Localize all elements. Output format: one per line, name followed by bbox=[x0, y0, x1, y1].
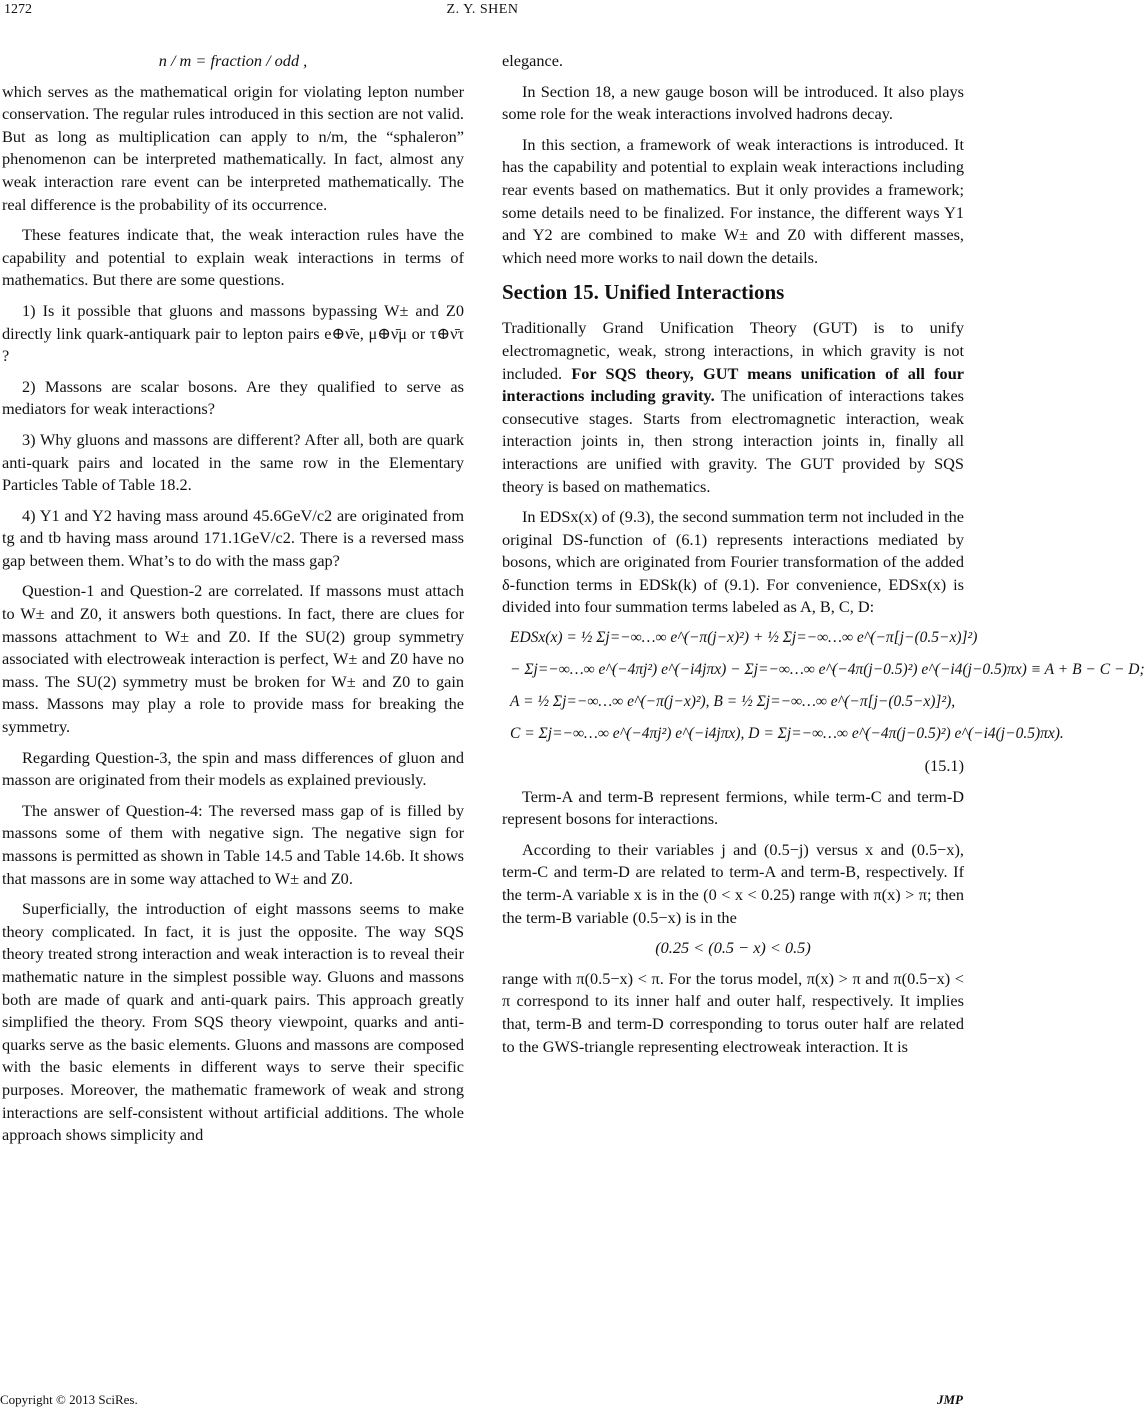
question-3: 3) Why gluons and massons are different? After all, both are quark anti-quark pairs and located in the same row in the Elementary Particles Table of Table 18.2. bbox=[2, 429, 464, 495]
equation-line: C = Σj=−∞…∞ e^(−4πj²) e^(−i4jπx), D = Σj=−∞…∞ e^(−4π(j−0.5)²) e^(−i4(j−0.5)πx). bbox=[510, 725, 1064, 743]
equation-number: (15.1) bbox=[924, 756, 964, 776]
equation-15-1 bbox=[502, 627, 1145, 745]
copyright: Copyright © 2013 SciRes. bbox=[0, 1392, 138, 1407]
equation-line: EDSx(x) = ½ Σj=−∞…∞ e^(−π(j−x)²) + ½ Σj=−∞…∞ e^(−π[j−(0.5−x)]²) bbox=[510, 629, 978, 647]
paragraph: which serves as the mathematical origin for violating lepton number conservation. The regular rules introduced in this section are not valid. But as long as multiplication can apply to n/m, the “sphaleron” phenomenon can be interpreted mathematically. In fact, almost any weak interaction rare event can be interpreted mathematically. The real difference is the probability of its occurrence. bbox=[2, 81, 464, 214]
paragraph: These features indicate that, the weak interaction rules have the capability and potential to explain weak interactions in terms of mathematics. But there are some questions. bbox=[2, 225, 464, 290]
question-4: 4) Y1 and Y2 having mass around 45.6GeV/c2 are originated from tg and tb having mass around 171.1GeV/c2. There is a reversed mass gap between them. What’s to do with the mass gap? bbox=[2, 505, 464, 570]
gut-bold-statement: For SQS theory, GUT means unification of all four interactions including gravity. bbox=[502, 363, 964, 406]
range-formula: (0.25 < (0.5 − x) < 0.5) bbox=[655, 938, 811, 958]
gut-text-after: The unification of interactions takes consecutive stages. Starts from electromagnetic interaction, weak interaction joints in, then strong interaction joints in, finally all interactions are unified with gravity. The GUT provided by SQS theory is based on mathematics. bbox=[502, 386, 965, 496]
paragraph-gut bbox=[502, 317, 964, 498]
page-header bbox=[0, 0, 965, 30]
running-title: Z. Y. SHEN bbox=[446, 2, 519, 17]
question-2: 2) Massons are scalar bosons. Are they qualified to serve as mediators for weak interactions? bbox=[2, 376, 464, 419]
gut-text: Traditionally Grand Unification Theory (GUT) is to unify electromagnetic, weak, strong interactions, in which gravity is not included. bbox=[502, 318, 964, 383]
page-number: 1272 bbox=[4, 2, 32, 17]
left-column bbox=[2, 50, 464, 1155]
formula-fraction-odd: n / m = fraction / odd , bbox=[158, 51, 308, 70]
equation-line: A = ½ Σj=−∞…∞ e^(−π(j−x)²), B = ½ Σj=−∞…∞ e^(−π[j−(0.5−x)]²), bbox=[510, 693, 956, 711]
question-1: 1) Is it possible that gluons and massons bypassing W± and Z0 directly link quark-antiquark pair to lepton pairs e⊕ν̄e, μ⊕ν̄μ or τ⊕ν̄τ ? bbox=[2, 300, 464, 366]
paragraph: Regarding Question-3, the spin and mass differences of gluon and masson are originated from their models as explained previously. bbox=[2, 747, 464, 790]
paragraph: range with π(0.5−x) < π. For the torus model, π(x) > π and π(0.5−x) < π correspond to its inner half and outer half, respectively. It implies that, term-B and term-D corresponding to torus outer half are related to the GWS-triangle representing electroweak interaction. It is bbox=[502, 968, 964, 1056]
journal-name: JMP bbox=[937, 1392, 963, 1407]
paragraph: Question-1 and Question-2 are correlated. If massons must attach to W± and Z0, it answers both questions. In fact, there are clues for massons attachment to W± and Z0. If the SU(2) group symmetry associated with electroweak interaction is perfect, W± and Z0 have no mass. The SU(2) symmetry must be broken for W± and Z0 to gain mass. Massons may play a role to provide mass for breaking the symmetry. bbox=[2, 581, 464, 737]
paragraph: elegance. bbox=[502, 51, 564, 70]
paragraph: According to their variables j and (0.5−j) versus x and (0.5−x), term-C and term-D are related to term-A and term-B, respectively. If the term-A variable x is in the (0 < x < 0.25) range with π(x) > π; then the term-B variable (0.5−x) is in the bbox=[502, 839, 964, 927]
paragraph: In Section 18, a new gauge boson will be introduced. It also plays some role for the weak interactions involved hadrons decay. bbox=[502, 81, 964, 124]
paragraph-eds: In EDSx(x) of (9.3), the second summation term not included in the original DS-function of (6.1) represents interactions mediated by bosons, which are originated from Fourier transformation of the added δ-function terms in EDSk(k) of (9.1). For convenience, EDSx(x) is divided into four summation terms labeled as A, B, C, D: bbox=[502, 507, 964, 617]
paragraph: Superficially, the introduction of eight massons seems to make theory complicated. In fact, it is just the opposite. The way SQS theory treated strong interaction and weak interaction is to reveal their mathematic nature in the simplest possible way. Gluons and massons both are made of quark and anti-quark pairs. This approach greatly simplified the theory. From SQS theory viewpoint, quarks and anti-quarks serve as the basic elements. Gluons and massons are composed with the basic elements in different ways to serve their specific purposes. Moreover, the mathematic framework of weak and strong interactions are self-consistent without artificial additions. The whole approach shows simplicity and bbox=[2, 899, 464, 1145]
paragraph: Term-A and term-B represent fermions, while term-C and term-D represent bosons for interactions. bbox=[502, 786, 964, 829]
paragraph: In this section, a framework of weak interactions is introduced. It has the capability and potential to explain weak interactions including rear events based on mathematics. But it only provides a framework; some details need to be finalized. For instance, the different ways Y1 and Y2 are combined to make W± and Z0 with different masses, which need more works to nail down the details. bbox=[502, 134, 964, 267]
paragraph: The answer of Question-4: The reversed mass gap of is filled by massons some of them with negative sign. The negative sign for massons is permitted as shown in Table 14.5 and Table 14.6b. It shows that massons are in some way attached to W± and Z0. bbox=[2, 800, 464, 888]
section-heading: Section 15. Unified Interactions bbox=[502, 280, 785, 305]
equation-line: − Σj=−∞…∞ e^(−4πj²) e^(−i4jπx) − Σj=−∞…∞ e^(−4π(j−0.5)²) e^(−i4(j−0.5)πx) ≡ A + B − C − D; bbox=[510, 661, 1145, 679]
right-column bbox=[502, 50, 1145, 1066]
